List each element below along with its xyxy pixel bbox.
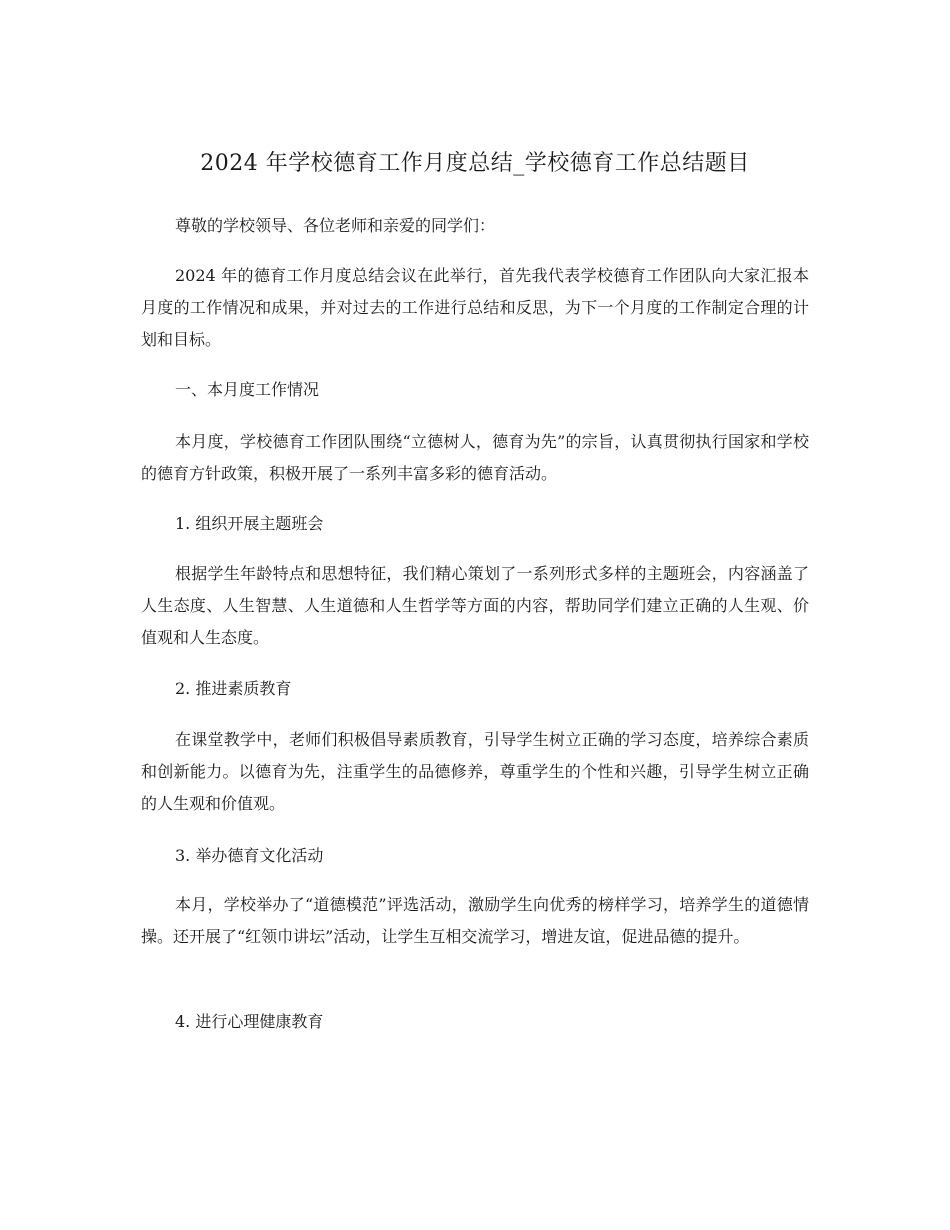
- item1-block: [141, 558, 809, 654]
- item2-block: [141, 724, 809, 820]
- item2-heading-block: [141, 673, 809, 705]
- intro-paragraph: 2024 年的德育工作月度总结会议在此举行，首先我代表学校德育工作团队向大家汇报本月度的工作情况和成果，并对过去的工作进行总结和反思，为下一个月度的工作制定合理的计划和目标。: [141, 266, 809, 349]
- greeting-text: 尊敬的学校领导、各位老师和亲爱的同学们：: [175, 216, 496, 235]
- item3-heading: 3. 举办德育文化活动: [175, 846, 324, 865]
- item2-heading: 2. 推进素质教育: [175, 679, 292, 698]
- document-title: 2024 年学校德育工作月度总结_学校德育工作总结题目: [200, 151, 750, 176]
- item3-block: [141, 889, 809, 953]
- item1-heading-block: [141, 508, 809, 540]
- intro-block: [141, 260, 809, 356]
- item1-heading: 1. 组织开展主题班会: [175, 514, 324, 533]
- section1-heading: 一、本月度工作情况: [175, 380, 320, 399]
- section1-heading-block: [141, 374, 809, 406]
- item4-heading: 4. 进行心理健康教育: [175, 1012, 324, 1031]
- item3-heading-block: [141, 840, 809, 872]
- item3-paragraph: 本月，学校举办了“道德模范”评选活动，激励学生向优秀的榜样学习，培养学生的道德情操。还开展了“红领巾讲坛”活动，让学生互相交流学习，增进友谊，促进品德的提升。: [141, 895, 809, 946]
- section1-block: [141, 426, 809, 490]
- item4-heading-block: [141, 1006, 809, 1038]
- item2-paragraph: 在课堂教学中，老师们积极倡导素质教育，引导学生树立正确的学习态度，培养综合素质和创新能力。以德育为先，注重学生的品德修养，尊重学生的个性和兴趣，引导学生树立正确的人生观和价值观。: [141, 730, 809, 813]
- item1-paragraph: 根据学生年龄特点和思想特征，我们精心策划了一系列形式多样的主题班会，内容涵盖了人生态度、人生智慧、人生道德和人生哲学等方面的内容，帮助同学们建立正确的人生观、价值观和人生态度。: [141, 564, 809, 647]
- section1-paragraph: 本月度，学校德育工作团队围绕“立德树人，德育为先”的宗旨，认真贯彻执行国家和学校的德育方针政策，积极开展了一系列丰富多彩的德育活动。: [141, 432, 809, 483]
- greeting-block: [141, 210, 809, 242]
